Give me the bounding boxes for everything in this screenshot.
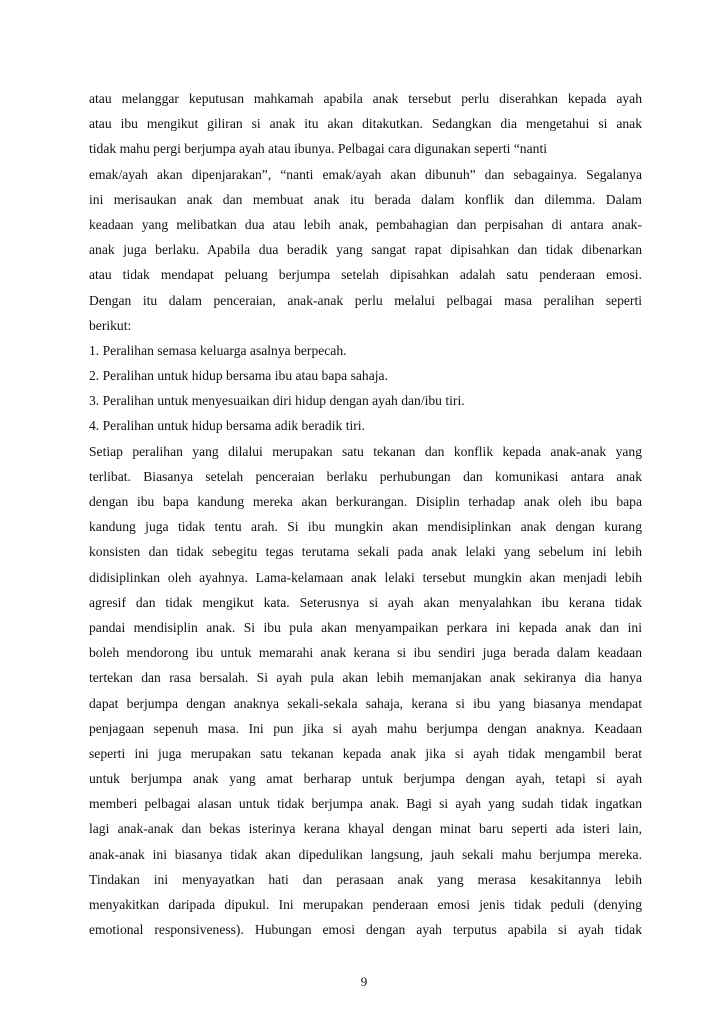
text-line: 2. Peralihan untuk hidup bersama ibu atau bapa sahaja. [89,368,388,384]
text-line: Setiap peralihan yang dilalui merupakan satu tekanan dan konflik kepada anak-anak yang [89,443,642,459]
text-line: emotional responsiveness). Hubungan emosi dengan ayah terputus apabila si ayah tidak [89,922,642,938]
text-line: atau ibu mengikut giliran si anak itu akan ditakutkan. Sedangkan dia mengetahui si anak [89,116,642,132]
text-line: atau melanggar keputusan mahkamah apabila anak tersebut perlu diserahkan kepada ayah [89,91,642,106]
text-line: atau tidak mendapat peluang berjumpa setelah dipisahkan adalah satu penderaan emosi. [89,267,642,283]
text-line: memberi pelbagai alasan untuk tidak berjumpa anak. Bagi si ayah yang sudah tidak ingatkan [89,796,642,812]
text-line: ini merisaukan anak dan membuat anak itu berada dalam konflik dan dilemma. Dalam [89,191,642,207]
text-line: agresif dan tidak mengikut kata. Seterusnya si ayah akan menyalahkan ibu kerana tidak [89,594,642,610]
text-line: tidak mahu pergi berjumpa ayah atau ibunya. Pelbagai cara digunakan seperti “nanti [89,141,547,157]
text-line: Dengan itu dalam penceraian, anak-anak perlu melalui pelbagai masa peralihan seperti [89,292,642,308]
document-body [89,86,642,942]
text-line: didisiplinkan oleh ayahnya. Lama-kelamaan anak lelaki tersebut mungkin akan menjadi lebih [89,569,642,585]
text-line: kandung juga tidak tentu arah. Si ibu mungkin akan mendisiplinkan anak dengan kurang [89,519,642,535]
text-line: dengan ibu bapa kandung mereka akan berkurangan. Disiplin terhadap anak oleh ibu bapa [89,494,642,509]
text-line: menyakitkan daripada dipukul. Ini merupakan penderaan emosi jenis tidak peduli (denying [89,897,642,912]
text-line: 1. Peralihan semasa keluarga asalnya berpecah. [89,342,347,358]
text-line: boleh mendorong ibu untuk memarahi anak kerana si ibu sendiri juga berada dalam keadaan [89,645,642,661]
text-line: penjagaan sepenuh masa. Ini pun jika si ayah mahu berjumpa dengan anaknya. Keadaan [89,720,642,736]
text-line: pandai mendisiplin anak. Si ibu pula akan menyampaikan perkara ini kepada anak dan ini [89,619,642,635]
text-line: 3. Peralihan untuk menyesuaikan diri hidup dengan ayah dan/ibu tiri. [89,393,465,409]
text-line: berikut: [89,317,132,333]
text-line: emak/ayah akan dipenjarakan”, “nanti emak/ayah akan dibunuh” dan sebagainya. Segalanya [89,166,642,182]
page-number: 9 [360,974,368,989]
text-line: lagi anak-anak dan bekas isterinya kerana khayal dengan minat baru seperti ada isteri lain, [89,821,642,837]
text-line: keadaan yang melibatkan dua atau lebih anak, pembahagian dan perpisahan di antara anak- [89,216,642,232]
text-line: terlibat. Biasanya setelah penceraian berlaku perhubungan dan komunikasi antara anak [89,468,642,484]
text-line: Tindakan ini menyayatkan hati dan perasaan anak yang merasa kesakitannya lebih [89,871,642,887]
text-line: anak juga berlaku. Apabila dua beradik yang sangat rapat dipisahkan dan tidak dibenarkan [89,242,642,258]
text-line: konsisten dan tidak sebegitu tegas terutama sekali pada anak lelaki yang sebelum ini lebih [89,544,642,560]
text-line: tertekan dan rasa bersalah. Si ayah pula akan lebih memanjakan anak sekiranya dia hanya [89,670,642,686]
text-line: dapat berjumpa dengan anaknya sekali-sekala sahaja, kerana si ibu yang biasanya mendapat [89,695,642,711]
text-line: seperti ini juga merupakan satu tekanan kepada anak jika si ayah tidak mengambil berat [89,745,642,761]
text-line: 4. Peralihan untuk hidup bersama adik beradik tiri. [89,418,365,434]
text-line: anak-anak ini biasanya tidak akan dipedulikan langsung, jauh sekali mahu berjumpa mereka. [89,846,642,862]
text-line: untuk berjumpa anak yang amat berharap untuk berjumpa dengan ayah, tetapi si ayah [89,771,642,787]
